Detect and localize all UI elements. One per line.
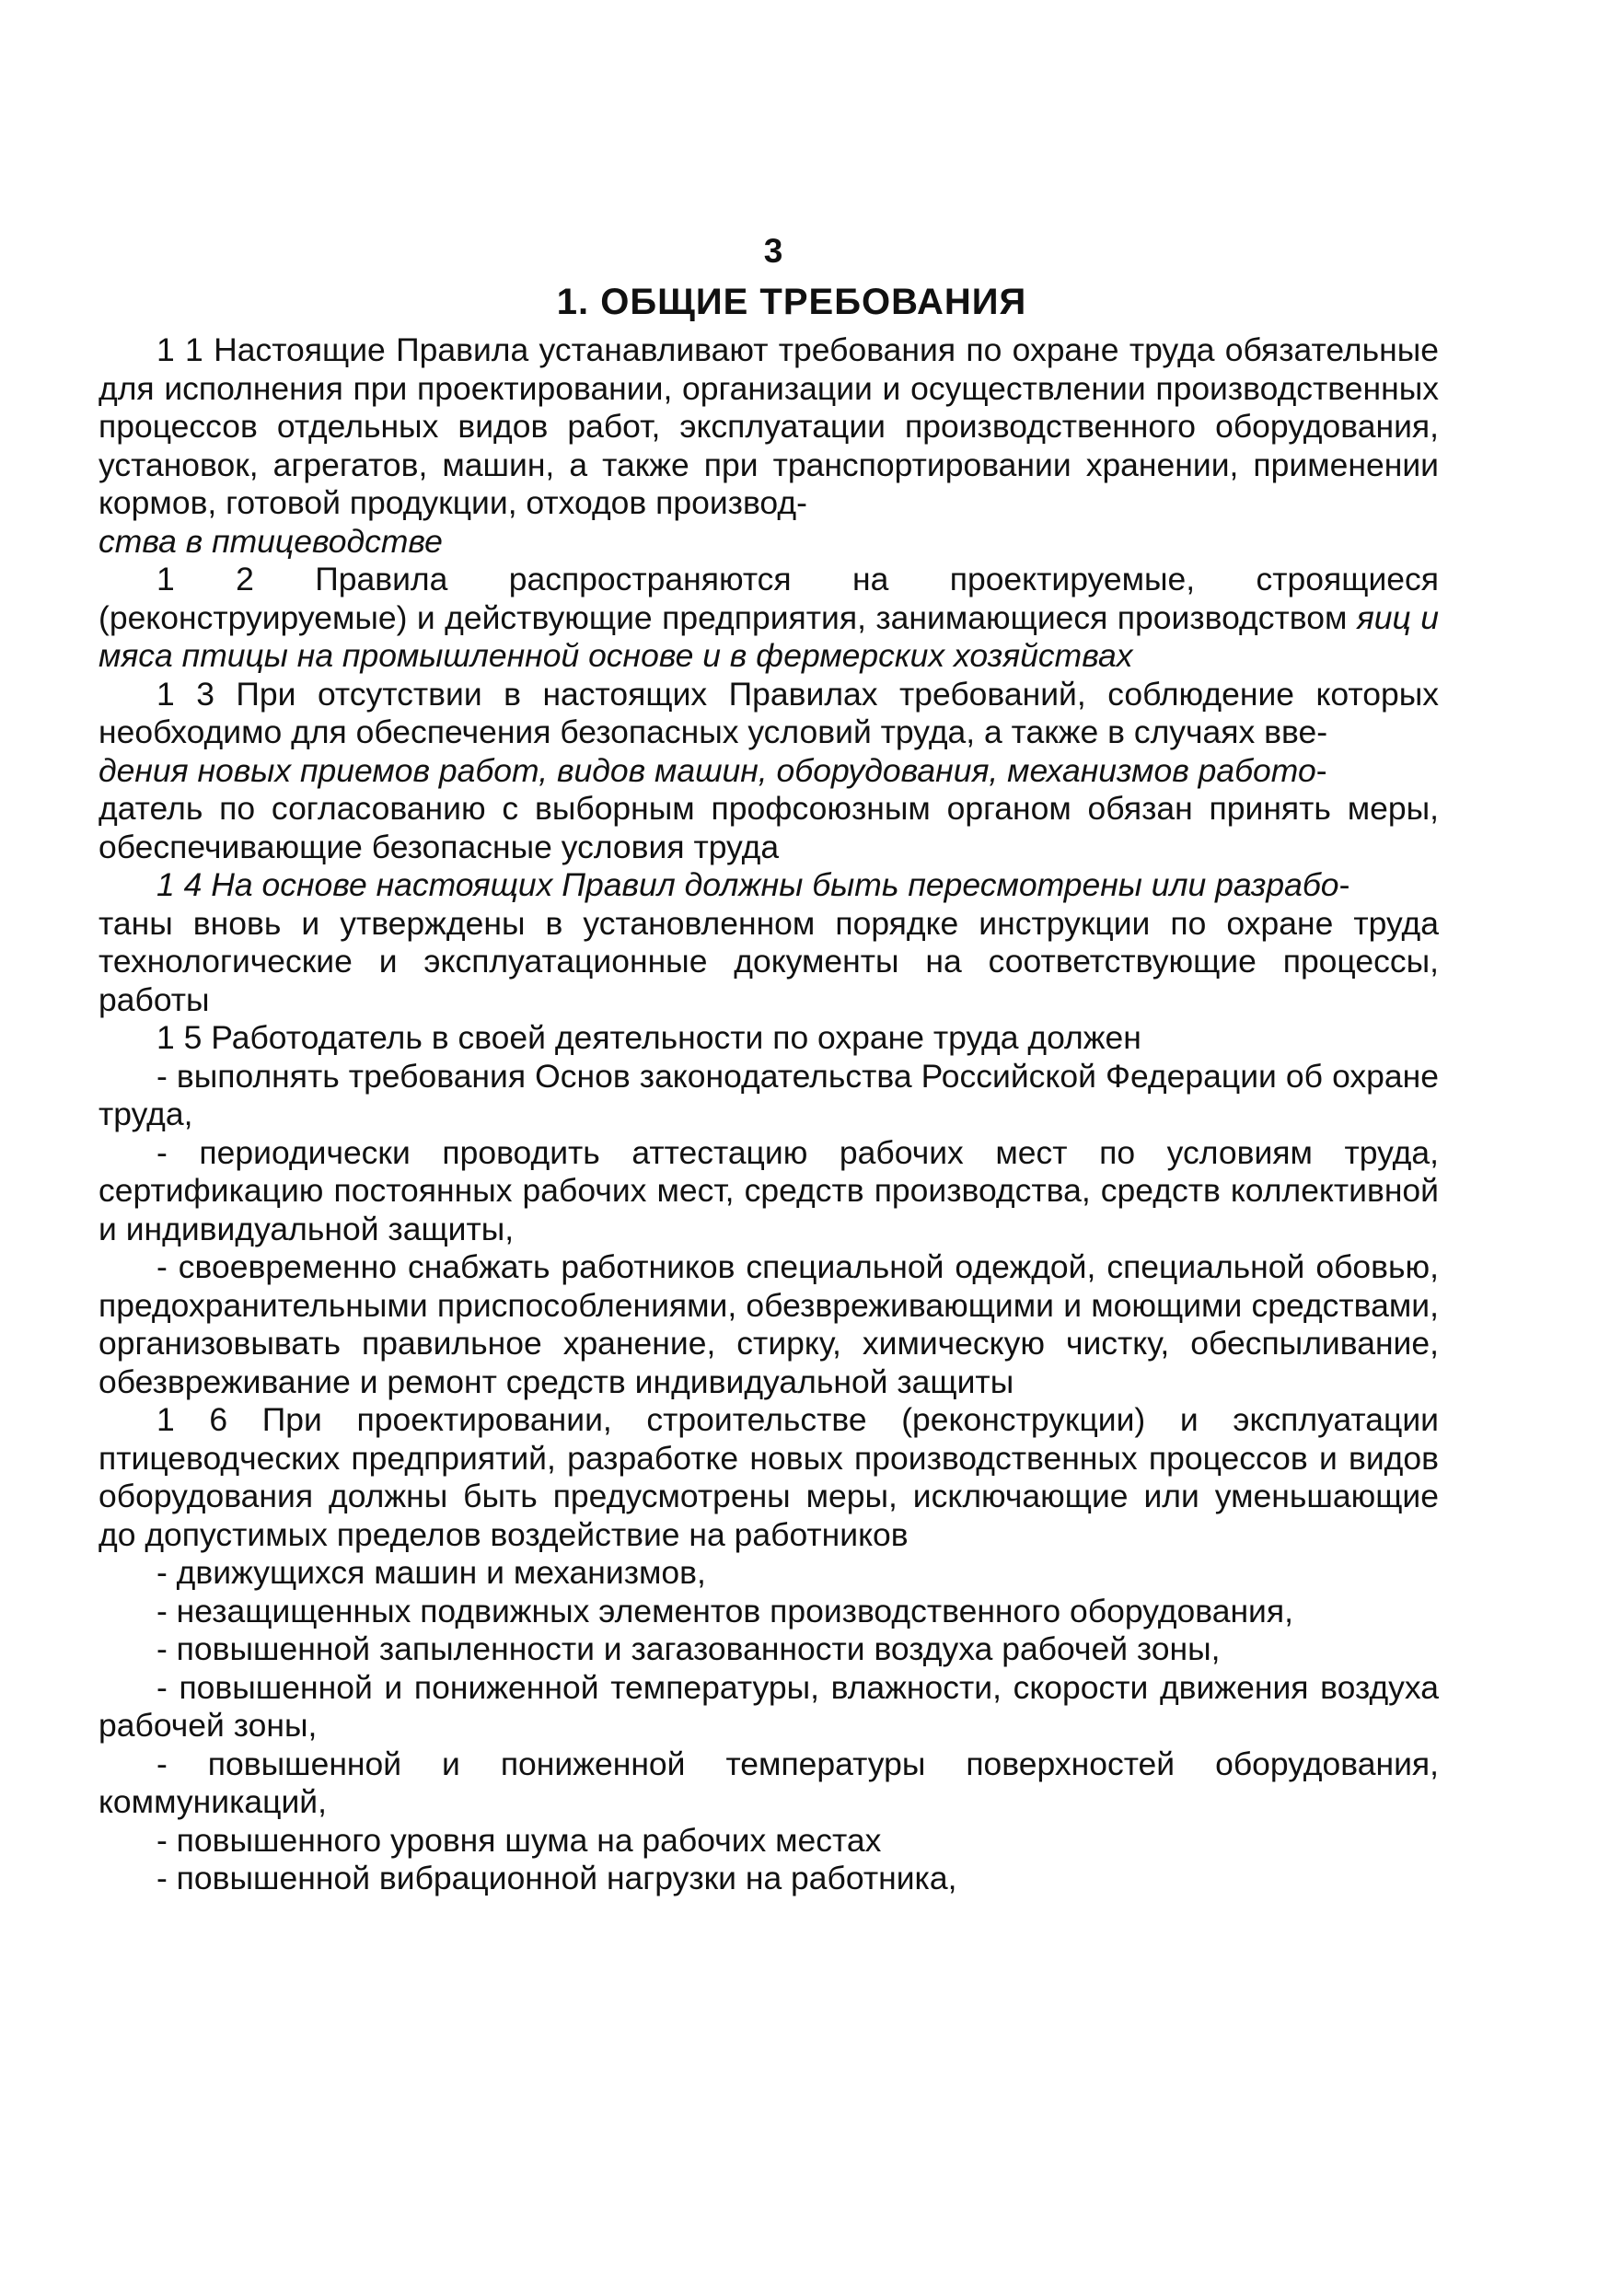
list-item-1-6-b <box>98 1593 1439 1631</box>
list-item-1-6-d-text: - повышенной и пониженной температуры, влажности, скорости движения воздуха рабочей зоны, <box>98 1668 1439 1744</box>
list-item-1-5-c <box>98 1248 1439 1401</box>
page-number: 3 <box>763 232 783 270</box>
list-item-1-5-a-text: - выполнять требования Основ законодательства Российской Федерации об охране труда, <box>98 1057 1439 1132</box>
list-item-1-6-e-text: - повышенной и пониженной температуры поверхностей оборудования, коммуникаций, <box>98 1745 1439 1820</box>
paragraph-1-5-text: 1 5 Работодатель в своей деятельности по охране труда должен <box>156 1019 1141 1056</box>
paragraph-1-1-text: 1 1 Настоящие Правила устанавливают требования по охране труда обязательные для исполнения при проектировании, организации и осуществлении производственных процессов отдельных видов работ, эксплуатации производственного оборудования, установок, агрегатов, машин, а также при транспортировании хранении, применении кормов, готовой продукции, отходов производ <box>98 331 1439 521</box>
list-item-1-6-f-text: - повышенного уровня шума на рабочих местах <box>156 1821 882 1859</box>
list-item-1-6-g <box>98 1860 1439 1898</box>
list-item-1-6-a <box>98 1554 1439 1593</box>
list-item-1-6-d <box>98 1669 1439 1745</box>
paragraph-1-4: 1 4 На основе настоящих Правил должны быть пересмотрены или разрабо- таны вновь и утверждены в установленном порядке инструкции по охране труда технологические и эксплуатационные документы на соответствующие процессы, работы <box>98 866 1439 1018</box>
list-item-1-5-c-text: - своевременно снабжать работников специальной одеждой, специальной обовью, предохранительными приспособлениями, обезвреживающими и моющими средствами, организовывать правильное хранение, стирку, химическую чистку, обеспыливание, обезвреживание и ремонт средств индивидуальной защиты <box>98 1248 1439 1400</box>
paragraph-1-5 <box>98 1019 1439 1058</box>
paragraph-1-1-italic-text: ства в птицеводстве <box>98 522 443 560</box>
list-item-1-5-b-text: - периодически проводить аттестацию рабочих мест по условиям труда, сертификацию постоянных рабочих мест, средств производства, средств коллективной и индивидуальной защиты, <box>98 1133 1439 1247</box>
paragraph-1-3-text: 1 3 При отсутствии в настоящих Правилах требований, соблюдение которых необходимо для обеспечения безопасных условий труда, а также в случаях вве <box>98 675 1439 750</box>
list-item-1-5-a <box>98 1058 1439 1134</box>
paragraph-1-1: 1 1 Настоящие Правила устанавливают требования по охране труда обязательные для исполнения при проектировании, организации и осуществлении производственных процессов отдельных видов работ, эксплуатации производственного оборудования, установок, агрегатов, машин, а также при транспортировании хранении, применении кормов, готовой продукции, отходов производ- ства в птицеводстве <box>98 331 1439 560</box>
section-title: 1. ОБЩИЕ ТРЕБОВАНИЯ <box>556 282 1027 322</box>
list-item-1-6-g-text: - повышенной вибрационной нагрузки на работника, <box>156 1860 957 1896</box>
list-item-1-6-e <box>98 1745 1439 1822</box>
paragraph-1-2-italic-text: яиц и мяса птицы на промышленной основе и в фермерских хозяйствах <box>98 598 1439 674</box>
list-item-1-6-b-text: - незащищенных подвижных элементов производственного оборудования, <box>156 1592 1293 1629</box>
paragraph-1-2-text: 1 2 Правила распространяются на проектируемые, строящиеся (реконструируемые) и действующие предприятия, занимающиеся производством <box>98 561 1439 636</box>
list-item-1-6-c-text: - повышенной запыленности и загазованности воздуха рабочей зоны, <box>156 1630 1221 1667</box>
list-item-1-6-c <box>98 1630 1439 1669</box>
paragraph-1-4-text: таны вновь и утверждены в установленном порядке инструкции по охране труда технологические и эксплуатационные документы на соответствующие процессы, работы <box>98 904 1439 1018</box>
paragraph-1-3-rest-text: датель по согласованию с выборным профсоюзным органом обязан принять меры, обеспечивающие безопасные условия труда <box>98 790 1439 865</box>
list-item-1-6-f <box>98 1822 1439 1861</box>
paragraph-1-3: 1 3 При отсутствии в настоящих Правилах требований, соблюдение которых необходимо для обеспечения безопасных условий труда, а также в случаях вве- дения новых приемов работ, видов машин, оборудования, механизмов работо- датель по согласованию с выборным профсоюзным органом обязан принять меры, обеспечивающие безопасные условия труда <box>98 675 1439 865</box>
paragraph-1-6 <box>98 1401 1439 1554</box>
paragraph-1-3-italic-text: дения новых приемов работ, видов машин, оборудования, механизмов работо <box>98 751 1316 789</box>
list-item-1-6-a-text: - движущихся машин и механизмов, <box>156 1554 706 1591</box>
paragraph-1-6-text: 1 6 При проектировании, строительстве (реконструкции) и эксплуатации птицеводческих предприятий, разработке новых производственных процессов и видов оборудования должны быть предусмотрены меры, исключающие или уменьшающие до допустимых пределов воздействие на работников <box>98 1401 1439 1553</box>
paragraph-1-4-italic-text: 1 4 На основе настоящих Правил должны быть пересмотрены или разрабо <box>156 866 1339 903</box>
body-text <box>98 331 1439 1898</box>
paragraph-1-2 <box>98 561 1439 676</box>
list-item-1-5-b <box>98 1134 1439 1249</box>
